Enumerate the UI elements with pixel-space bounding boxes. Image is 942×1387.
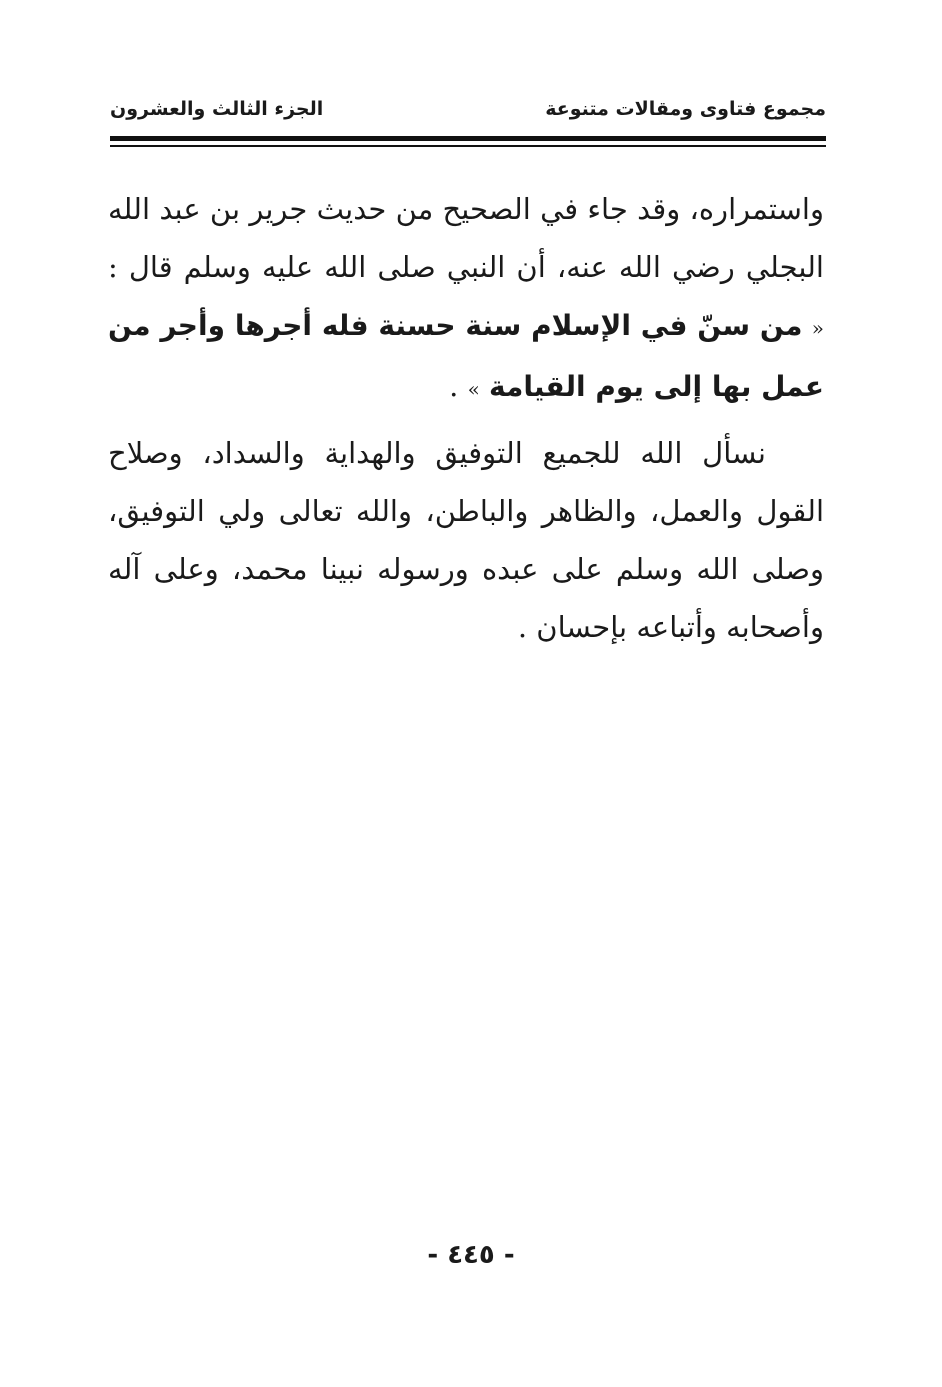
paragraph-1-intro: واستمراره، وقد جاء في الصحيح من حديث جرير بن عبد الله البجلي رضي الله عنه، أن النبي صلى الله عليه وسلم قال : xyxy=(108,192,824,284)
paragraph-1-end: . xyxy=(449,369,468,403)
paragraph-1 xyxy=(108,180,824,418)
header-rule-thin xyxy=(110,145,826,147)
open-quote: « xyxy=(811,316,824,340)
header-rule-thick xyxy=(110,136,826,141)
running-header xyxy=(110,98,826,134)
page-number: - ٤٤٥ - xyxy=(427,1240,515,1270)
hadith-text: من سنّ في الإسلام سنة حسنة فله أجرها وأجر من عمل بها إلى يوم القيامة xyxy=(108,309,824,403)
paragraph-2: نسأل الله للجميع التوفيق والهداية والسداد، وصلاح القول والعمل، والظاهر والباطن، والله تعالى ولي التوفيق، وصلى الله وسلم على عبده ورسوله نبينا محمد، وعلى آله وأصحابه وأتباعه بإحسان . xyxy=(108,436,824,644)
close-quote: » xyxy=(467,377,480,401)
page-body xyxy=(108,180,824,656)
book-title: مجموع فتاوى ومقالات متنوعة xyxy=(545,98,826,120)
volume-label: الجزء الثالث والعشرون xyxy=(110,98,324,120)
